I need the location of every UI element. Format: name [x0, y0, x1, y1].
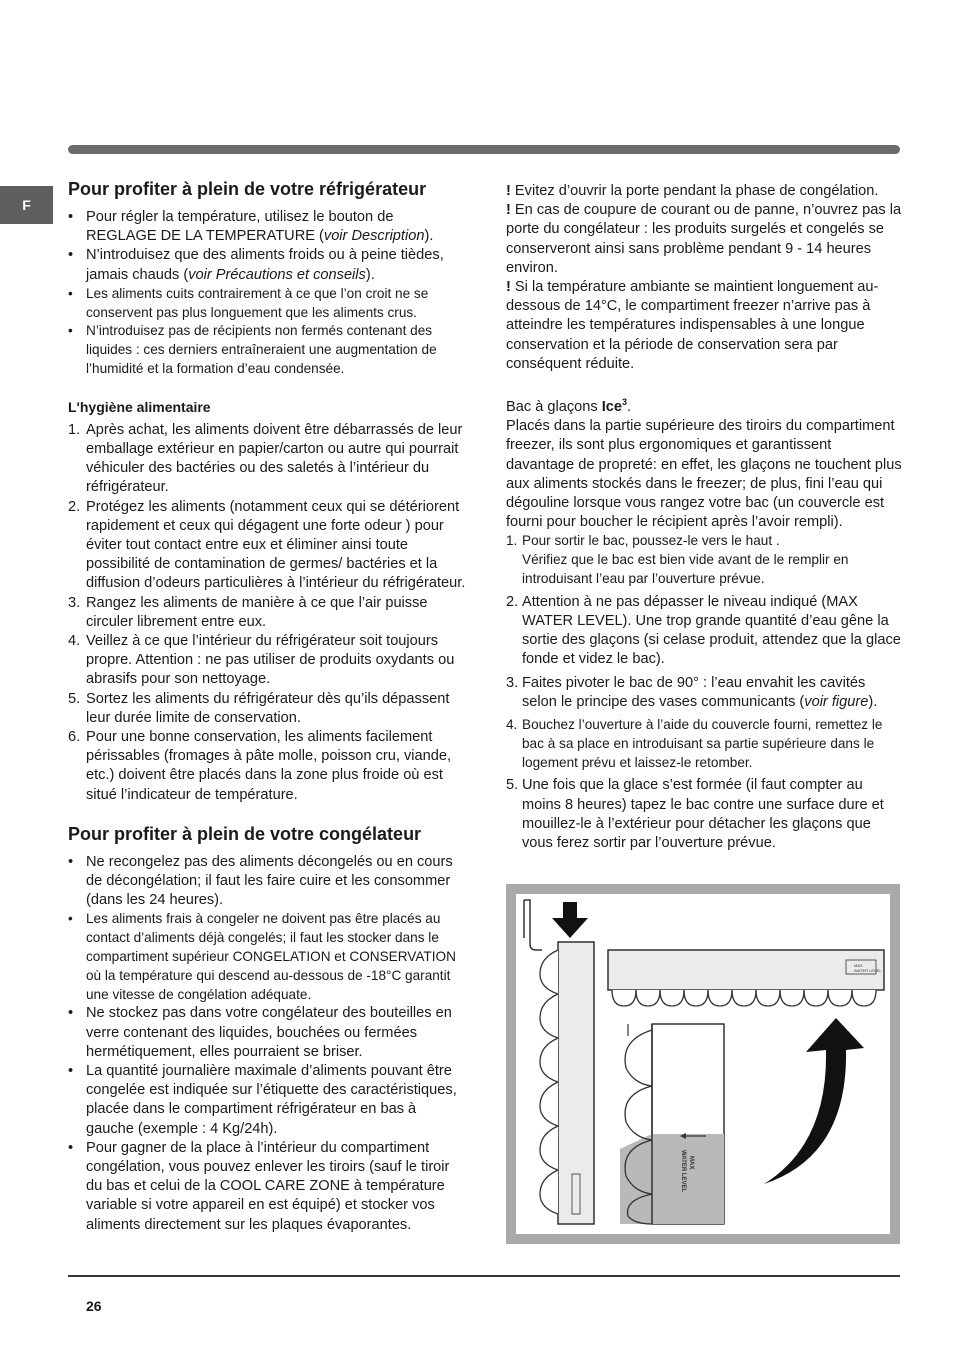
right-column	[506, 182, 902, 853]
list-item: • Les aliments frais à congeler ne doivent pas être placés au contact d’aliments déjà congelés; il faut les stocker dans le compartiment supérieur CONGELATION et CONSERVATION où la température qui descend au-dessous de -18°C garantit une vitesse de congélation adéquate.	[68, 910, 468, 1004]
freezer-bullets	[68, 853, 468, 1235]
hygiene-subtitle: L'hygiène alimentaire	[68, 398, 211, 415]
language-tab: F	[0, 186, 53, 224]
warning-note: ! Evitez d’ouvrir la porte pendant la phase de congélation.	[506, 183, 879, 199]
max-label-small: MAX	[854, 963, 863, 968]
bottom-rule	[68, 1275, 900, 1277]
list-item: 3. Rangez les aliments de manière à ce que l’air puisse circuler librement entre eux.	[68, 594, 428, 630]
ice-steps	[506, 532, 902, 853]
max-label: MAX	[688, 1156, 694, 1170]
list-item: • N’introduisez pas de récipients non fermés contenant des liquides : ces derniers entraîneraient une augmentation de l’humidité et la formation d’eau condensée.	[68, 322, 468, 378]
list-item: • Pour régler la température, utilisez le bouton de REGLAGE DE LA TEMPERATURE (voir Description).	[68, 208, 468, 246]
left-column	[68, 176, 468, 1235]
page-number: 26	[86, 1298, 102, 1314]
top-rule	[68, 145, 900, 154]
list-item: 6. Pour une bonne conservation, les aliments facilement périssables (fromages à pâte molle, poisson cru, viande, etc.) doivent être placés dans la zone plus froide où est situé l’indicateur de température.	[68, 729, 452, 803]
list-item: • Pour gagner de la place à l’intérieur du compartiment congélation, vous pouvez enlever les tiroirs (sauf le tiroir du bas et celui de la COOL CARE ZONE à température variable si votre appareil en est équipé) et stocker vos aliments directement sur les plaques évaporantes.	[68, 1139, 468, 1235]
fridge-section-title: Pour profiter à plein de votre réfrigérateur	[68, 179, 427, 199]
ice-tray-intro: Placés dans la partie supérieure des tiroirs du compartiment freezer, ils sont plus ergonomiques et garantissent davantage de propreté: en effet, les glaçons ne touchent plus aux aliments stockés dans le freezer; de plus, fini l’eau qui dégouline lorsque vous rangez votre bac (un couvercle est fourni pour boucher le récipient après l’avoir rempli).	[506, 418, 902, 531]
list-item: 1. Pour sortir le bac, poussez-le vers le haut . Vérifiez que le bac est bien vide avant de le remplir en introduisant l’eau par l’ouverture prévue.	[506, 533, 849, 586]
list-item: 4. Veillez à ce que l’intérieur du réfrigérateur soit toujours propre. Attention : ne pas utiliser de produits oxydants ou abrasifs pour son nettoyage.	[68, 633, 455, 688]
list-item: • Ne stockez pas dans votre congélateur des bouteilles en verre contenant des liquides, bouchées ou fermées hermétiquement, elles pourraient se briser.	[68, 1004, 468, 1062]
list-item: 5. Une fois que la glace s’est formée (il faut compter au moins 8 heures) tapez le bac contre une surface dure et mouillez-le à l’extérieur pour détacher les glaçons que vous ferez sortir par l’ouverture prévue.	[506, 777, 884, 851]
horizontal-ice-tray	[608, 950, 884, 1006]
list-item: 2. Attention à ne pas dépasser le niveau indiqué (MAX WATER LEVEL). Une trop grande quantité d’eau gêne la sortie des glaçons (si celase produit, attendez que la glace fonde et videz le bac).	[506, 593, 901, 668]
list-item: • La quantité journalière maximale d’aliments pouvant être congelée est indiquée sur l’étiquette des caractéristiques, placée dans le compartiment réfrigérateur en bas à gauche (exemple : 4 Kg/24h).	[68, 1062, 468, 1139]
ice-tray-illustration	[516, 894, 890, 1234]
warning-note: ! Si la température ambiante se maintient longuement au-dessous de 14°C, le compartiment freezer n’arrive pas à atteindre les températures indispensables à une longue conservation et la période de conservation sera par conséquent réduite.	[506, 279, 879, 372]
warning-note: ! En cas de coupure de courant ou de panne, n’ouvrez pas la porte du congélateur : les produits surgelés et congelés se conserveront ainsi sans problème pendant 9 - 14 heures environ.	[506, 202, 902, 276]
list-item: 1. Après achat, les aliments doivent être débarrassés de leur emballage extérieur en papier/carton ou autre qui pourrait véhiculer des bactéries ou des saletés à l’intérieur du réfrigérateur.	[68, 421, 463, 496]
ice-tray-title: Bac à glaçons Ice$^3$.	[506, 397, 632, 415]
list-item: 2. Protégez les aliments (notamment ceux qui se détériorent rapidement et ceux qui dégagent une forte odeur ) pour éviter tout contact entre eux et éliminer ainsi toute possibilité de contamination de germes/ bactéries et la diffusion d’odeurs particulières à l’intérieur du réfrigérateur.	[68, 498, 466, 592]
fridge-bullets	[68, 208, 468, 379]
water-level-label-small: WATER LEVEL	[854, 968, 882, 973]
list-item: • Ne recongelez pas des aliments décongelés ou en cours de décongélation; il faut les faire cuire et les consommer (dans les 24 heures).	[68, 853, 468, 911]
ice-tray-figure	[506, 884, 900, 1244]
list-item: 4. Bouchez l’ouverture à l’aide du couvercle fourni, remettez le bac à sa place en introduisant sa partie supérieure dans le logement prévu et laissez-le retomber.	[506, 716, 883, 770]
list-item: 5. Sortez les aliments du réfrigérateur dès qu’ils dépassent leur durée limite de conservation.	[68, 690, 450, 726]
hygiene-steps	[68, 421, 468, 805]
list-item: • N’introduisez que des aliments froids ou à peine tièdes, jamais chauds (voir Précautions et conseils).	[68, 246, 468, 284]
water-level-label: WATER LEVEL	[680, 1150, 686, 1193]
list-item: • Les aliments cuits contrairement à ce que l’on croit ne se conservent pas plus longuement que les aliments crus.	[68, 285, 468, 323]
list-item: 3. Faites pivoter le bac de 90° : l’eau envahit les cavités selon le principe des vases communicants (voir figure).	[506, 674, 878, 710]
freezer-section-title: Pour profiter à plein de votre congélateur	[68, 823, 422, 844]
